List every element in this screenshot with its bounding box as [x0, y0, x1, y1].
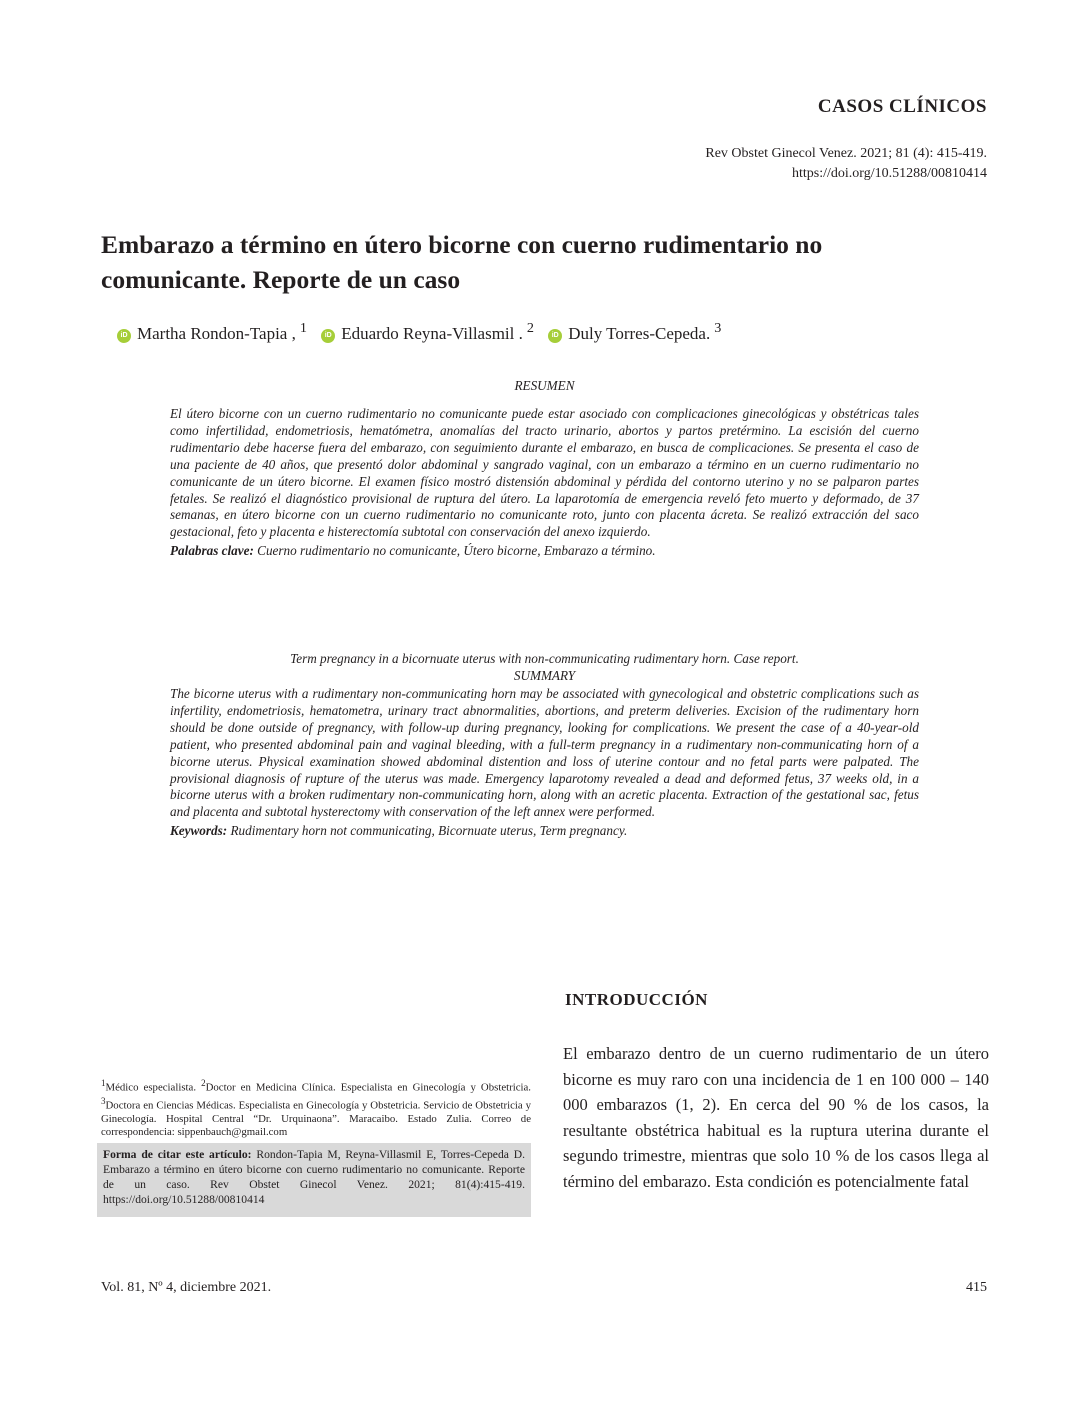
orcid-icon[interactable]: iD [117, 329, 131, 343]
resumen-section [170, 377, 919, 560]
resumen-heading: RESUMEN [514, 378, 575, 393]
introduction-heading: INTRODUCCIÓN [565, 990, 708, 1009]
orcid-icon[interactable]: iD [321, 329, 335, 343]
summary-section [170, 650, 919, 840]
journal-citation-block [705, 144, 987, 184]
summary-heading: SUMMARY [513, 668, 576, 683]
author-name: Duly Torres-Cepeda. [568, 323, 711, 343]
summary-english-title: Term pregnancy in a bicornuate uterus with non-communicating rudimentary horn. Case report. [290, 651, 799, 666]
author-affiliations [101, 1077, 531, 1140]
affiliation-text: Doctor en Medicina Clínica. Especialista en Ginecología y Obstetricia. [205, 1081, 531, 1094]
resumen-keywords [170, 543, 919, 560]
introduction-text: El embarazo dentro de un cuerno rudimentario de un útero bicorne es muy raro con una incidencia de 1 en 100 000 – 140 000 embarazos (1, 2). En cerca del 90 % de los casos, la resultante obstétrica habitual es la ruptura uterina durante el segundo trimestre, mientras que solo 10 % de los casos llega al término del embarazo. Esta condición es potencialmente fatal [563, 1044, 989, 1191]
resumen-keywords-text: Cuerno rudimentario no comunicante, Útero bicorne, Embarazo a término. [257, 543, 656, 559]
how-to-cite-box [97, 1143, 531, 1217]
how-to-cite-label: Forma de citar este artículo: [103, 1148, 252, 1161]
affiliation-mark: 3 [101, 1096, 106, 1106]
summary-keywords-label: Keywords: [170, 823, 228, 839]
journal-citation: Rev Obstet Ginecol Venez. 2021; 81 (4): 415-419. [705, 146, 987, 161]
author-affiliation-mark: 1 [299, 320, 307, 336]
affiliation-mark: 1 [101, 1078, 106, 1088]
author-name: Eduardo Reyna-Villasmil . [341, 323, 523, 343]
section-label: CASOS CLÍNICOS [817, 96, 987, 117]
how-to-cite-text: Rondon-Tapia M, Reyna-Villasmil E, Torres-Cepeda D. Embarazo a término en útero bicorne con cuerno rudimentario no comunicante. Reporte de un caso. Rev Obstet Ginecol Venez. 2021; 81(4):415-419. https://doi.org/10.51288/00810414 [103, 1148, 525, 1206]
summary-text: The bicorne uterus with a rudimentary non-communicating horn may be associated with gynecological and obstetric complications such as infertility, endometriosis, hematometra, urinary tract abnormalities, abortions, and preterm deliveries. Excision of the rudimentary horn should be done outside of pregnancy, with follow-up during pregnancy, looking for complications. We present the case of a 40-year-old patient, who presented abdominal pain and vaginal bleeding, with a full-term pregnancy in a rudimentary non-communicating horn of a bicorne uterus. Physical examination showed abdominal distention and loss of uterine contour and no fetal parts were palpated. The provisional diagnosis of rupture of the uterus was made. Emergency laparotomy revealed a dead and deformed fetus, 37 weeks old, in a bicorne uterus with a broken rudimentary non-communicating horn, along with an acretic placenta. Extraction of the gestational sac, fetus and placenta and subtotal hysterectomy with conservation of the left annex were performed. [170, 686, 919, 820]
author-list [117, 316, 721, 346]
author-affiliation-mark: 3 [714, 320, 722, 336]
doi-link[interactable]: https://doi.org/10.51288/00810414 [792, 166, 987, 181]
article-title: Embarazo a término en útero bicorne con cuerno rudimentario no comunicante. Reporte de un caso [101, 230, 823, 294]
footer-volume: Vol. 81, Nº 4, diciembre 2021. [101, 1280, 272, 1295]
summary-keywords-text: Rudimentary horn not communicating, Bicornuate uterus, Term pregnancy. [230, 823, 628, 839]
affiliation-mark: 2 [201, 1078, 206, 1088]
summary-keywords [170, 823, 919, 840]
orcid-icon[interactable]: iD [548, 329, 562, 343]
affiliation-text: Doctora en Ciencias Médicas. Especialista en Ginecología y Obstetricia. Servicio de Obstetricia y Ginecología. Hospital Central “Dr. Urquinaona”. Maracaibo. Estado Zulia. Correo de correspondencia: sippenbauch@gmail.com [101, 1099, 531, 1139]
author-affiliation-mark: 2 [526, 320, 534, 336]
affiliation-text: Médico especialista. [105, 1081, 202, 1094]
resumen-text: El útero bicorne con un cuerno rudimentario no comunicante puede estar asociado con complicaciones ginecológicas y obstétricas tales como infertilidad, endometriosis, hematómetra, anomalías del tracto urinario, abortos y partos pretérmino. La escisión del cuerno rudimentario debe hacerse fuera del embarazo, con seguimiento durante el embarazo, en busca de complicaciones. Se presenta el caso de una paciente de 40 años, que presentó dolor abdominal y sangrado vaginal, con un embarazo a término en un cuerno rudimentario no comunicante de un útero bicorne. El examen físico mostró distensión abdominal y pérdida del contorno uterino y no se palparon partes fetales. Se realizó el diagnóstico provisional de ruptura del útero. La laparotomía de emergencia reveló feto muerto y deformado, de 37 semanas, en útero bicorne con un cuerno rudimentario no comunicante roto, junto con placenta ácreta. Se realizó extracción del saco gestacional, feto y placenta e histerectomía subtotal con conservación del anexo izquierdo. [170, 406, 919, 540]
resumen-keywords-label: Palabras clave: [170, 543, 254, 559]
page-number: 415 [966, 1280, 987, 1295]
author-name: Martha Rondon-Tapia , [137, 323, 296, 343]
